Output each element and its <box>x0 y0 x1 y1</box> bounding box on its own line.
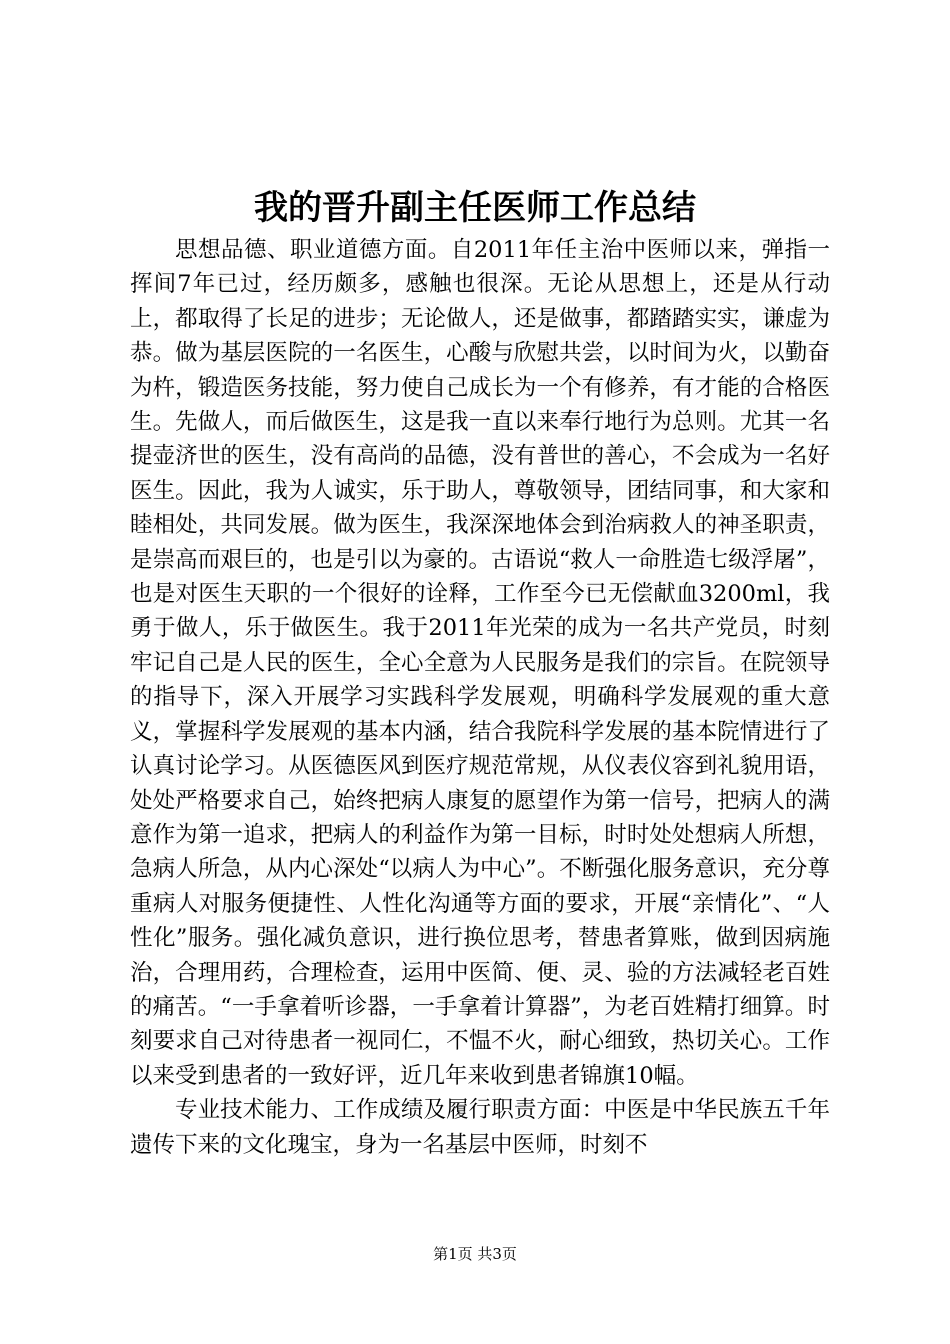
document-body <box>130 233 830 1162</box>
document-title: 我的晋升副主任医师工作总结 <box>254 188 696 228</box>
paragraph-ethics: 思想品德、职业道德方面。自2011年任主治中医师以来，弹指一挥间7年已过，经历颇多，感触也很深。无论从思想上，还是从行动上，都取得了长足的进步；无论做人，还是做事，都踏踏实实，谦虚为恭。做为基层医院的一名医生，心酸与欣慰共尝，以时间为火，以勤奋为杵，锻造医务技能，努力使自己成长为一个有修养，有才能的合格医生。先做人，而后做医生，这是我一直以来奉行地行为总则。尤其一名提壶济世的医生，没有高尚的品德，没有普世的善心，不会成为一名好医生。因此，我为人诚实，乐于助人，尊敬领导，团结同事，和大家和睦相处，共同发展。做为医生，我深深地体会到治病救人的神圣职责，是崇高而艰巨的，也是引以为豪的。古语说“救人一命胜造七级浮屠”，也是对医生天职的一个很好的诠释，工作至今已无偿献血3200ml，我勇于做人，乐于做医生。我于2011年光荣的成为一名共产党员，时刻牢记自己是人民的医生，全心全意为人民服务是我们的宗旨。在院领导的指导下，深入开展学习实践科学发展观，明确科学发展观的重大意义，掌握科学发展观的基本内涵，结合我院科学发展的基本院情进行了认真讨论学习。从医德医风到医疗规范常规，从仪表仪容到礼貌用语，处处严格要求自己，始终把病人康复的愿望作为第一信号，把病人的满意作为第一追求，把病人的利益作为第一目标，时时处处想病人所想，急病人所急，从内心深处“以病人为中心”。不断强化服务意识，充分尊重病人对服务便捷性、人性化沟通等方面的要求，开展“亲情化”、“人性化”服务。强化减负意识，进行换位思考，替患者算账，做到因病施治，合理用药，合理检查，运用中医简、便、灵、验的方法减轻老百姓的痛苦。“一手拿着听诊器，一手拿着计算器”，为老百姓精打细算。时刻要求自己对待患者一视同仁，不愠不火，耐心细致，热切关心。工作以来受到患者的一致好评，近几年来收到患者锦旗10幅。 <box>130 237 830 1089</box>
paragraph-professional-skills: 专业技术能力、工作成绩及履行职责方面：中医是中华民族五千年遗传下来的文化瑰宝，身为一名基层中医师，时刻不 <box>130 1097 830 1158</box>
page-footer: 第1页 共3页 <box>433 1245 517 1263</box>
